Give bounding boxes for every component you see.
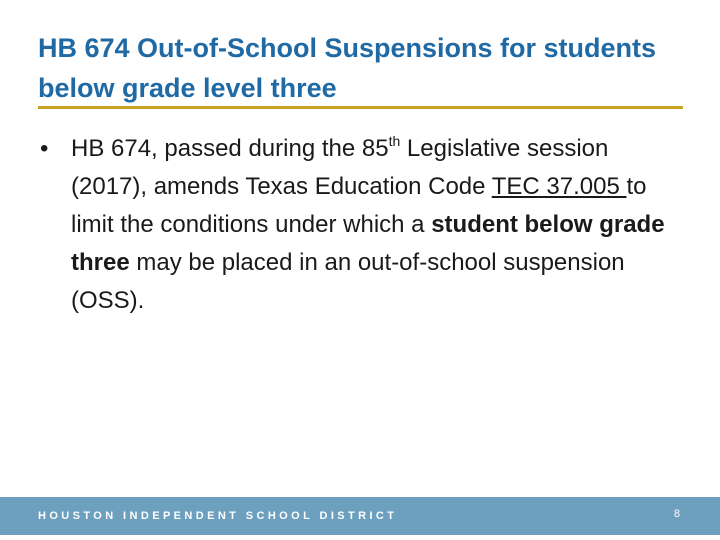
page-number: 8 [673, 508, 680, 520]
bullet-text-part-3: to limit the conditions under which a [71, 173, 647, 238]
tec-37-005-link[interactable]: TEC 37.005 [491, 173, 627, 200]
ordinal-superscript: th [388, 133, 401, 149]
slide-title: HB 674 Out-of-School Suspensions for students below grade level three [38, 33, 657, 103]
bullet-text [71, 130, 688, 320]
bullet-icon: • [40, 135, 49, 162]
bullet-item [40, 130, 688, 320]
footer-bar [0, 497, 720, 535]
title-underline [38, 106, 683, 109]
bullet-text-part-2: Legislative session (2017), amends Texas Education Code [71, 135, 609, 200]
bullet-bold-phrase: student below grade three [71, 211, 665, 276]
bullet-list [40, 130, 688, 320]
footer-organization: HOUSTON INDEPENDENT SCHOOL DISTRICT [38, 510, 398, 522]
bullet-text-part-4: may be placed in an out-of-school suspension (OSS). [71, 249, 625, 314]
bullet-text-part-1: HB 674, passed during the 85 [71, 135, 389, 162]
